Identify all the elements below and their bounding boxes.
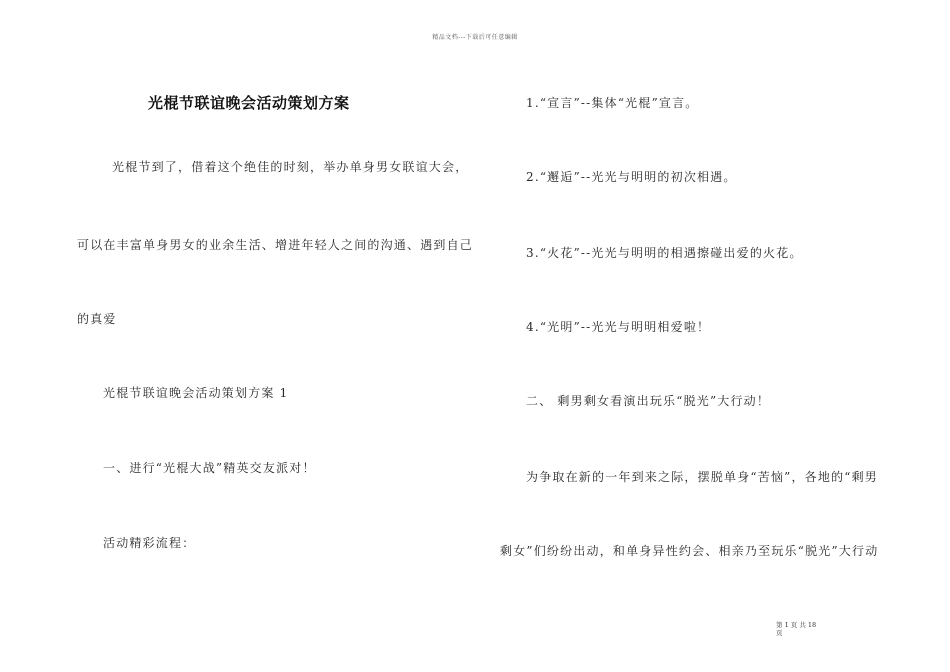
section-heading: 二、 剩男剩女看演出玩乐“脱光”大行动！	[526, 394, 771, 408]
paragraph-line: 为争取在新的一年到来之际，摆脱单身“苦恼”，各地的“剩男	[526, 470, 879, 484]
document-title: 光棍节联谊晚会活动策划方案	[148, 94, 350, 112]
paragraph-line: 的真爱	[77, 312, 117, 326]
page-number-line: 页	[776, 629, 783, 637]
list-item: 4.“光明”--光光与明明相爱啦！	[526, 320, 711, 334]
section-heading: 光棍节联谊晚会活动策划方案 1	[103, 386, 289, 400]
paragraph-line: 剩女”们纷纷出动，和单身异性约会、相亲乃至玩乐“脱光”大行动	[500, 544, 879, 558]
page-number-line: 第 1 页 共 18	[776, 621, 817, 629]
paragraph-line: 活动精彩流程：	[103, 536, 196, 550]
list-item: 1.“宣言”--集体“光棍”宣言。	[526, 96, 699, 110]
section-heading: 一、进行“光棍大战”精英交友派对！	[103, 461, 316, 475]
list-item: 3.“火花”--光光与明明的相遇擦碰出爱的火花。	[526, 246, 803, 260]
right-column	[475, 0, 950, 672]
page-number-footer	[776, 621, 816, 637]
header-note: 精品文档---下载后可任意编辑	[432, 34, 518, 41]
paragraph-line: 可以在丰富单身男女的业余生活、增进年轻人之间的沟通、遇到自己	[77, 238, 474, 252]
list-item: 2.“邂逅”--光光与明明的初次相遇。	[526, 170, 737, 184]
paragraph-line: 光棍节到了，借着这个绝佳的时刻，举办单身男女联谊大会，	[112, 160, 469, 174]
